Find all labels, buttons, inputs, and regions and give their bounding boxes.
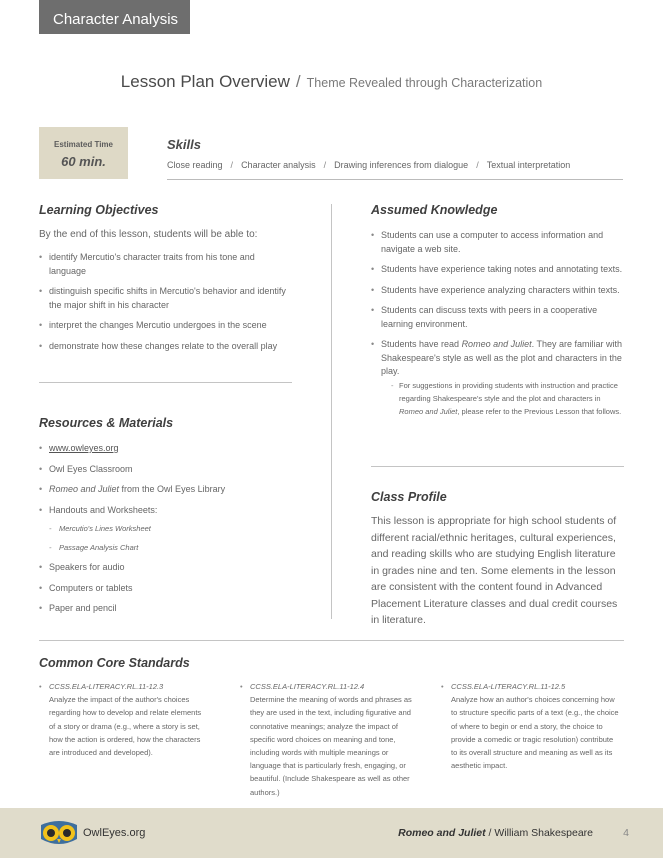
title-separator: / bbox=[295, 72, 301, 91]
note-text: For suggestions in providing students with instruction and practice regarding Shakespeare's style and the plot and characters in bbox=[399, 380, 618, 403]
skill-item: Textual interpretation bbox=[486, 160, 571, 170]
knowledge-item: • Students have experience analyzing characters within texts. bbox=[371, 284, 623, 298]
footer bbox=[0, 808, 663, 858]
standard-desc: Determine the meaning of words and phrases as they are used in the text, including figurative and connotative meanings; analyze the impact of specific word choices on meaning and tone, including words with multiple meanings or language that is particularly fresh, engaging, or beautiful. (Include Shakespeare as well as other authors.) bbox=[250, 695, 412, 797]
knowledge-divider bbox=[371, 466, 624, 467]
title-main: Lesson Plan Overview bbox=[120, 72, 290, 91]
standard-code: • CCSS.ELA-LITERACY.RL.11-12.4 bbox=[240, 680, 417, 693]
knowledge-note-item bbox=[399, 379, 623, 418]
standard-desc: Analyze the impact of the author's choices regarding how to develop and relate elements of a story or drama (e.g., where a story is set, how the action is ordered, how the characters are introduced and developed). bbox=[49, 695, 202, 758]
objectives-divider bbox=[39, 382, 292, 383]
standard-code: • CCSS.ELA-LITERACY.RL.11-12.5 bbox=[441, 680, 621, 693]
resource-item bbox=[39, 504, 289, 555]
resources-heading: Resources & Materials bbox=[39, 416, 174, 430]
skill-item: Drawing inferences from dialogue bbox=[334, 160, 469, 170]
skills-list bbox=[167, 160, 570, 170]
standards-divider bbox=[39, 640, 624, 641]
estimated-time-label: Estimated Time bbox=[54, 140, 113, 149]
resource-item bbox=[39, 442, 289, 456]
standard-desc: Analyze how an author's choices concerning how to structure specific parts of a text (e.g., the choice of where to begin or end a story, the choice to provide a comedic or tragic resolution) contribute to its overall structure and meaning as well as its aesthetic impact. bbox=[451, 695, 619, 771]
book-title: Romeo and Juliet bbox=[461, 339, 532, 349]
objectives-intro: By the end of this lesson, students will be able to: bbox=[39, 229, 258, 240]
column-divider bbox=[331, 204, 332, 619]
resource-text: from the Owl Eyes Library bbox=[119, 484, 226, 494]
worksheet-item: - Passage Analysis Chart bbox=[49, 541, 289, 555]
worksheet-item: - Mercutio's Lines Worksheet bbox=[49, 522, 289, 536]
skill-divider: / bbox=[476, 160, 479, 170]
knowledge-text: Students have read bbox=[381, 339, 462, 349]
book-title: Romeo and Juliet bbox=[49, 484, 120, 494]
resource-item: • Speakers for audio bbox=[39, 561, 289, 575]
page-title bbox=[0, 72, 663, 92]
knowledge-text: . They are familiar with Shakespeare's style as well as the plot and characters in the play. bbox=[381, 339, 622, 376]
profile-text: This lesson is appropriate for high school students of different racial/ethnic heritages, cultural experiences, and reading skills who are studying English literature in grades nine and ten. Some elements in the lesson are consistent with the content found in Advanced Placement Literature classes and dual credit courses in literature. bbox=[371, 515, 618, 626]
resources-list bbox=[39, 442, 289, 623]
note-text: , please refer to the Previous Lesson that follows. bbox=[457, 406, 622, 416]
objective-item: • demonstrate how these changes relate to the overall play bbox=[39, 340, 289, 354]
skill-divider: / bbox=[323, 160, 327, 170]
objectives-heading: Learning Objectives bbox=[39, 203, 159, 217]
estimated-time-box bbox=[39, 127, 128, 179]
header-tab: Character Analysis bbox=[39, 0, 190, 34]
footer-book-title: Romeo and Juliet bbox=[398, 827, 486, 839]
page-number: 4 bbox=[623, 827, 629, 839]
worksheets-list bbox=[49, 522, 289, 554]
profile-heading: Class Profile bbox=[371, 490, 447, 504]
footer-book-author: / William Shakespeare bbox=[485, 827, 593, 839]
resource-item: • Owl Eyes Classroom bbox=[39, 463, 289, 477]
knowledge-item: • Students have experience taking notes and annotating texts. bbox=[371, 263, 623, 277]
knowledge-item: • Students can discuss texts with peers in a cooperative learning environment. bbox=[371, 304, 623, 331]
knowledge-note bbox=[381, 379, 623, 418]
skill-item: Character analysis bbox=[241, 160, 316, 170]
owleyes-link[interactable]: www.owleyes.org bbox=[49, 443, 119, 453]
brand-name[interactable]: OwlEyes.org bbox=[83, 827, 146, 839]
standard-code: • CCSS.ELA-LITERACY.RL.11-12.3 bbox=[39, 680, 204, 693]
knowledge-list bbox=[371, 229, 623, 425]
handouts-label: Handouts and Worksheets: bbox=[49, 504, 158, 515]
objective-item: • distinguish specific shifts in Mercutio's behavior and identify the major shift in his character bbox=[39, 285, 289, 312]
skill-divider: / bbox=[230, 160, 234, 170]
standards-heading: Common Core Standards bbox=[39, 656, 190, 670]
objective-item: • interpret the changes Mercutio undergoes in the scene bbox=[39, 319, 289, 333]
skill-item: Close reading bbox=[167, 160, 223, 170]
knowledge-item: • Students can use a computer to access information and navigate a web site. bbox=[371, 229, 623, 256]
title-subtitle: Theme Revealed through Characterization bbox=[306, 76, 543, 90]
skills-divider-rule bbox=[167, 179, 623, 180]
book-title: Romeo and Juliet bbox=[399, 406, 458, 416]
owl-logo-icon bbox=[39, 819, 79, 847]
estimated-time-value: 60 min. bbox=[61, 154, 106, 169]
resource-item: • Computers or tablets bbox=[39, 582, 289, 596]
objectives-list bbox=[39, 251, 289, 360]
standard-item bbox=[441, 680, 621, 772]
resource-item bbox=[39, 483, 289, 497]
standard-item bbox=[240, 680, 417, 799]
skills-heading: Skills bbox=[167, 137, 201, 152]
resource-item: • Paper and pencil bbox=[39, 602, 289, 616]
knowledge-item bbox=[371, 338, 623, 418]
standard-item bbox=[39, 680, 204, 759]
knowledge-heading: Assumed Knowledge bbox=[371, 203, 498, 217]
footer-book bbox=[398, 827, 593, 839]
objective-item: • identify Mercutio's character traits from his tone and language bbox=[39, 251, 289, 278]
